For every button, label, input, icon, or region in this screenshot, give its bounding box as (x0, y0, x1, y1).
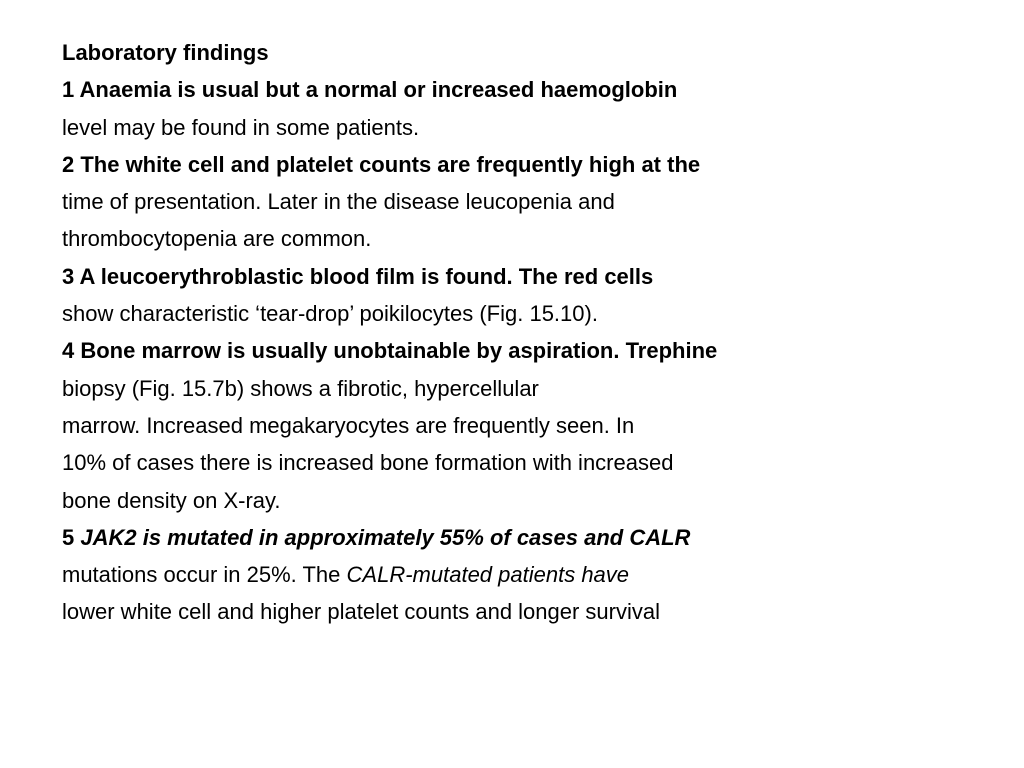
item-4-line-1: 4 Bone marrow is usually unobtainable by aspiration. Trephine (62, 338, 718, 364)
item-5-line-2 (62, 556, 962, 593)
item-2-line-3: thrombocytopenia are common. (62, 226, 372, 252)
item-5-line-2-italic: CALR-mutated patients have (346, 562, 630, 588)
item-5-line-2-normal: mutations occur in 25%. The (62, 562, 347, 588)
item-4-line-4: 10% of cases there is increased bone formation with increased (62, 450, 674, 476)
item-1-line-1: 1 Anaemia is usual but a normal or increased haemoglobin (62, 77, 678, 103)
item-5-line-3: lower white cell and higher platelet counts and longer survival (62, 599, 661, 625)
item-5-line-1-italic: JAK2 is mutated in approximately 55% of cases and CALR (80, 524, 691, 550)
item-5-line-1 (62, 519, 962, 556)
item-5-number: 5 (62, 524, 81, 550)
item-4-line-5: bone density on X-ray. (62, 487, 281, 513)
item-4-line-2: biopsy (Fig. 15.7b) shows a fibrotic, hypercellular (62, 375, 539, 401)
slide-heading: Laboratory findings (62, 40, 269, 65)
item-2-line-1: 2 The white cell and platelet counts are frequently high at the (62, 151, 701, 177)
slide-content (62, 34, 962, 631)
item-3-line-1: 3 A leucoerythroblastic blood film is found. The red cells (62, 263, 654, 289)
item-3-line-2: show characteristic ‘tear-drop’ poikilocytes (Fig. 15.10). (62, 301, 598, 327)
item-2-line-2: time of presentation. Later in the disease leucopenia and (62, 189, 615, 215)
item-4-line-3: marrow. Increased megakaryocytes are frequently seen. In (62, 412, 635, 438)
item-1-line-2: level may be found in some patients. (62, 114, 420, 140)
